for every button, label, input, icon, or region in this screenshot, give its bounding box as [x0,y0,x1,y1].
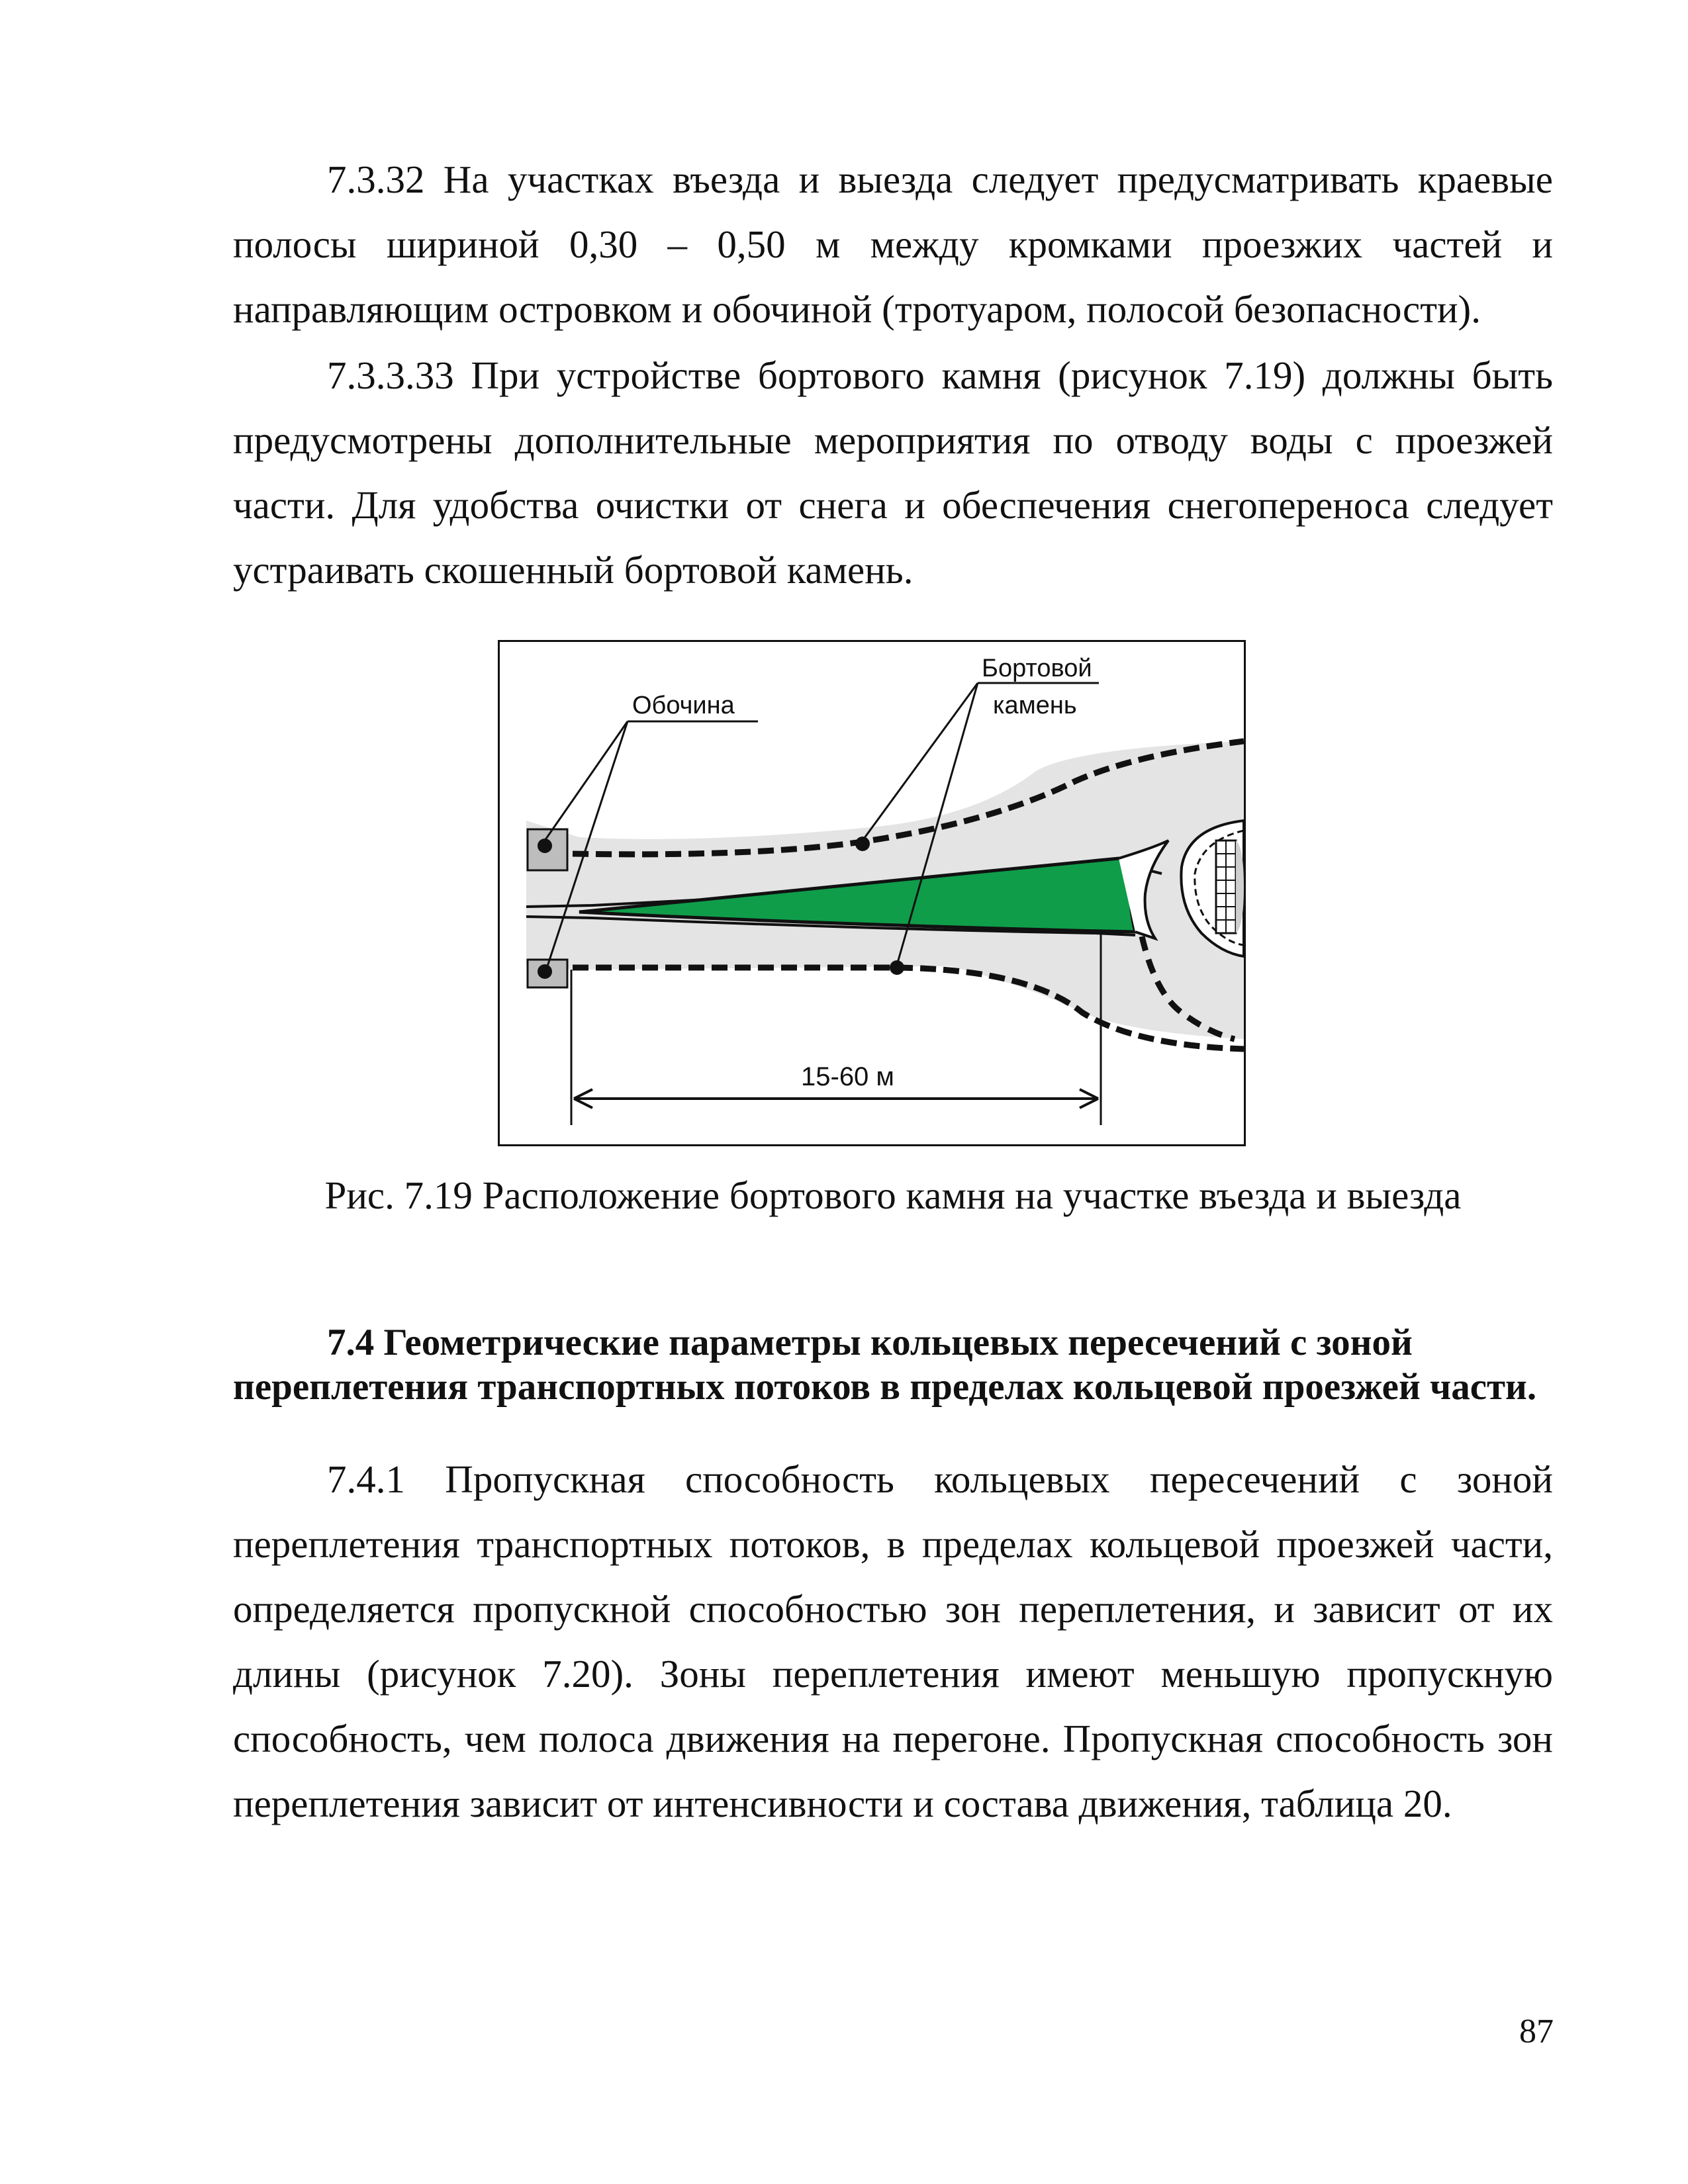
figure-7-19 [498,640,1246,1146]
label-shoulder: Обочина [632,692,735,719]
label-curb-line1: Бортовой [982,655,1092,682]
leader-shoulder-top [545,721,628,841]
label-curb-line2: камень [993,692,1077,719]
section-heading-7-4: 7.4 Геометрические параметры кольцевых пересечений с зоной переплетения транспортных потоков в пределах кольцевой проезжей части. [233,1322,1537,1408]
curb-marker-top [855,837,870,851]
paragraph-7-3-3-33: 7.3.3.33 При устройстве бортового камня (рисунок 7.19) должны быть предусмотрены дополнительные мероприятия по отводу воды с проезжей части. Для удобства очистки от снега и обеспечения снегопереноса следует устраивать скошенный бортовой камень. [233,353,1553,592]
paragraph-7-3-32: 7.3.32 На участках въезда и выезда следует предусматривать краевые полосы шириной 0,30 – 0,50 м между кромками проезжих частей и направляющим островком и обочиной (тротуаром, полосой безопасности). [233,158,1553,331]
figure-caption: Рис. 7.19 Расположение бортового камня на участке въезда и выезда [324,1173,1462,1217]
dimension-label: 15-60 м [801,1062,894,1091]
page-number: 87 [1519,2013,1554,2050]
curb-layout-diagram [500,642,1244,1144]
paragraph-7-4-1: 7.4.1 Пропускная способность кольцевых пересечений с зоной переплетения транспортных потоков, в пределах кольцевой проезжей части, определяется пропускной способностью зон переплетения, и зависит от их длины (рисунок 7.20). Зоны переплетения имеют меньшую пропускную способность, чем полоса движения на перегоне. Пропускная способность зон переплетения зависит от интенсивности и состава движения, таблица 20. [233,1457,1553,1825]
shoulder-marker-bottom [538,964,552,979]
shoulder-marker-top [538,839,552,853]
